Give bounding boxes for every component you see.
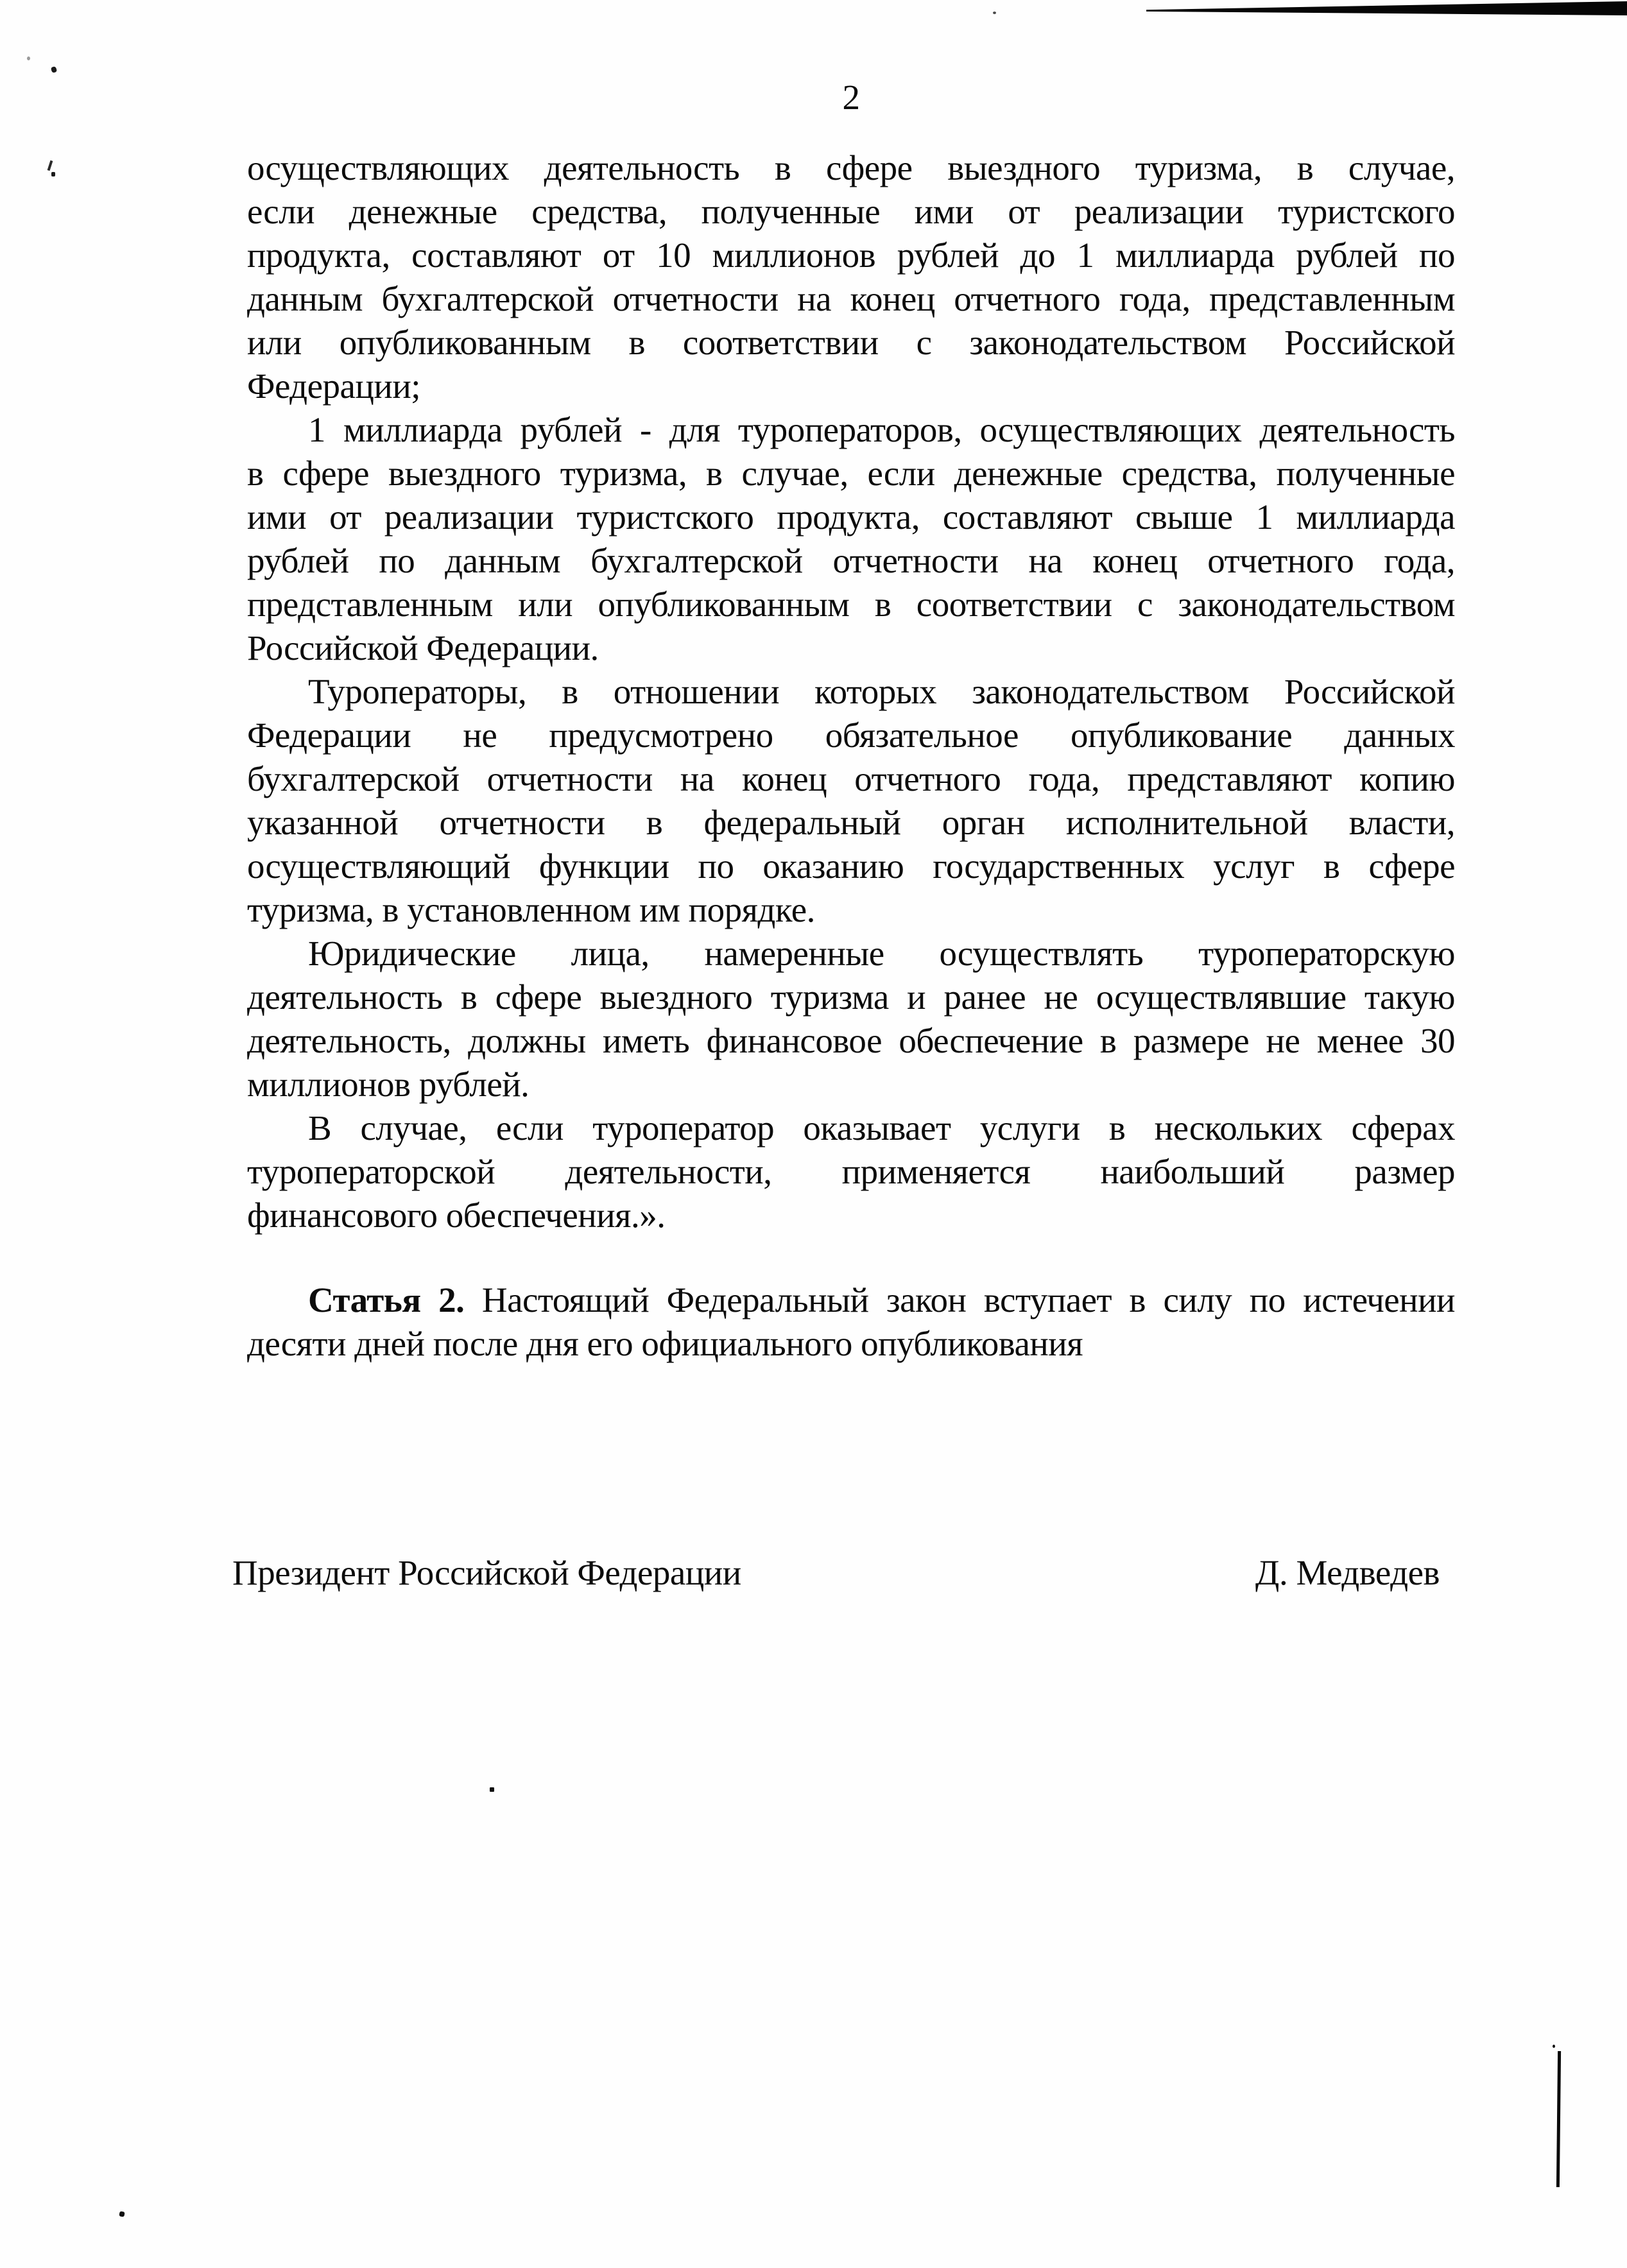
text-line <box>247 1278 1455 1322</box>
paragraph-continuation <box>247 146 1455 408</box>
scan-artifact-speck <box>51 172 55 176</box>
scan-artifact-top-line <box>1146 1 1627 15</box>
signature-row <box>232 1551 1440 1595</box>
text-line: В случае, если туроператор оказывает услуги в нескольких сферах <box>308 1108 1455 1147</box>
text-line: миллионов рублей. <box>247 1065 529 1104</box>
text-line: ими от реализации туристского продукта, составляют свыше 1 миллиарда <box>247 497 1455 537</box>
document-body <box>247 146 1455 1366</box>
text-line: туризма, в установленном им порядке. <box>247 890 815 929</box>
text-line: деятельность в сфере выездного туризма и ранее не осуществлявшие такую <box>247 977 1455 1017</box>
paragraph-article-2 <box>247 1278 1455 1366</box>
scan-artifact-speck <box>490 1787 494 1792</box>
scan-artifact-speck <box>119 2211 125 2217</box>
text-line: десяти дней после дня его официального опубликования <box>247 1324 1083 1363</box>
scan-artifact-vertical-line <box>1556 2051 1561 2187</box>
text-line: финансового обеспечения.». <box>247 1196 666 1235</box>
text-line: Российской Федерации. <box>247 628 599 667</box>
text-line: Юридические лица, намеренные осуществлять туроператорскую <box>308 934 1455 973</box>
text-line: Туроператоры, в отношении которых законодательством Российской <box>308 672 1455 711</box>
text-line: туроператорской деятельности, применяется наибольший размер <box>247 1152 1455 1191</box>
text-line: продукта, составляют от 10 миллионов рублей до 1 миллиарда рублей по <box>247 236 1455 275</box>
text-line: 1 миллиарда рублей - для туроператоров, осуществляющих деятельность <box>308 410 1455 449</box>
text-line: данным бухгалтерской отчетности на конец отчетного года, представленным <box>247 279 1455 318</box>
text-line: осуществляющих деятельность в сфере выездного туризма, в случае, <box>247 148 1455 187</box>
paragraph <box>247 670 1455 932</box>
signature-name: Д. Медведев <box>1255 1553 1440 1592</box>
text-line: в сфере выездного туризма, в случае, если денежные средства, полученные <box>247 454 1455 493</box>
article-label: Статья 2. <box>308 1280 465 1319</box>
text-line: Федерации; <box>247 366 421 406</box>
scan-artifact-speck <box>1553 2045 1555 2048</box>
page-number: 2 <box>842 78 860 117</box>
text-line: деятельность, должны иметь финансовое обеспечение в размере не менее 30 <box>247 1021 1455 1060</box>
text-line: указанной отчетности в федеральный орган исполнительной власти, <box>247 803 1455 842</box>
article-text: Настоящий Федеральный закон вступает в силу по истечении <box>481 1280 1455 1319</box>
scan-artifact-speck <box>993 12 996 14</box>
scan-artifact-speck <box>51 66 58 73</box>
paragraph <box>247 408 1455 670</box>
paragraph <box>247 1106 1455 1237</box>
text-line: рублей по данным бухгалтерской отчетности на конец отчетного года, <box>247 541 1455 580</box>
signature-title: Президент Российской Федерации <box>232 1553 741 1592</box>
text-line: если денежные средства, полученные ими от реализации туристского <box>247 192 1455 231</box>
scan-artifact-speck <box>47 160 53 171</box>
text-line: или опубликованным в соответствии с законодательством Российской <box>247 323 1455 362</box>
paragraph <box>247 932 1455 1106</box>
text-line: представленным или опубликованным в соответствии с законодательством <box>247 585 1455 624</box>
text-line: Федерации не предусмотрено обязательное опубликование данных <box>247 716 1455 755</box>
scan-artifact-speck <box>27 56 30 60</box>
text-line: осуществляющий функции по оказанию государственных услуг в сфере <box>247 846 1455 886</box>
text-line: бухгалтерской отчетности на конец отчетного года, представляют копию <box>247 759 1455 798</box>
